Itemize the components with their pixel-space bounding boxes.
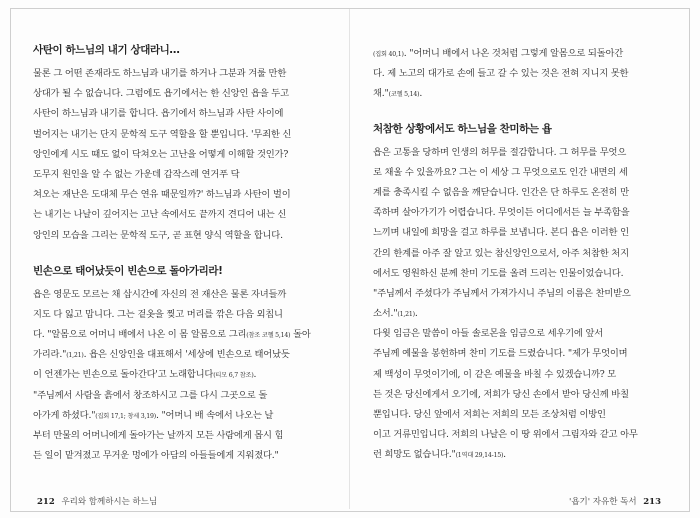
text-line [373,425,666,445]
text-segment: 욥은 고통을 당하며 인생의 허무를 절감합니다. 그 허무를 무엇으 [373,146,627,158]
text-line [373,284,666,304]
text-segment: 로 채울 수 있을까요? 그는 이 세상 그 무엇으로도 인간 내면의 세 [373,166,628,178]
citation: (1,21) [397,311,415,319]
text-segment: 런 희망도 없습니다." [373,449,456,461]
text-segment: 벌어지는 내기는 단지 문학적 도구 역할을 할 뿐입니다. '무죄한 신 [33,128,292,140]
text-line [373,64,666,84]
text-line [33,205,326,225]
text-line [33,185,326,205]
text-line [373,143,666,163]
section-body [373,143,666,325]
running-title: '욥기' 자유한 독서 [568,497,637,507]
text-line [373,344,666,364]
text-line [33,145,326,165]
section-heading: 빈손으로 태어났듯이 빈손으로 돌아가리라! [33,264,223,277]
text-segment: 는 내기는 나날이 깊어지는 고난 속에서도 끝까지 견디어 내는 신 [33,209,287,221]
text-segment: 소서." [373,308,398,320]
text-line [33,345,326,365]
text-line [373,84,666,104]
text-segment: 쳐오는 재난은 도대체 무슨 연유 때문일까?' 하느님과 사탄이 벌이 [33,189,291,201]
text-line [33,386,326,406]
text-segment: "주님께서 사람을 흙에서 창조하시고 그를 다시 그곳으로 돌 [33,389,268,401]
gutter [349,9,350,509]
text-segment: 물론 그 어떤 존재라도 하느님과 내기를 하거나 그분과 겨룰 만한 [33,68,287,79]
text-line [33,125,326,145]
text-line [33,226,326,246]
text-segment: 족하며 살아가기가 어렵습니다. 무엇이든 어디에서든 늘 부족함을 [373,207,630,219]
text-line [373,324,666,344]
text-segment: 가리라." [33,349,67,361]
text-line [33,64,326,84]
text-segment: "주님께서 주셨다가 주님께서 가져가시니 주님의 이름은 찬미받으 [373,287,631,299]
section [33,265,326,467]
text-segment: 든 일이 맡겨졌고 무거운 멍에가 아담의 아들들에게 지워졌다." [33,450,279,462]
text-line [373,244,666,264]
text-segment: . 욥은 신앙인을 대표해서 '세상에 빈손으로 태어났듯 [83,349,290,361]
text-line [373,44,666,64]
text-line [33,305,326,325]
section-body [33,285,326,467]
text-segment: 다. "알몸으로 어머니 배에서 나온 이 몸 알몸으로 그리 [33,329,247,341]
text-segment: 간의 한계를 아주 잘 알고 있는 참신앙인으로서, 아주 처참한 처지 [373,247,629,259]
text-segment: 이 언젠가는 빈손으로 돌아간다'고 노래합니다 [33,369,214,381]
left-page [33,44,326,466]
citation: (집회 40,1) [373,51,404,58]
continued-text [373,44,666,105]
text-line [33,165,326,185]
text-segment: 아가게 하셨다." [33,409,96,421]
section [33,44,326,246]
text-line [373,163,666,183]
section-body [33,64,326,246]
text-segment: 앙인의 모습을 그리는 문학적 도구, 곧 표현 양식 역할을 합니다. [33,229,283,241]
text-segment: 채." [373,88,389,100]
text-segment: 욥은 영문도 모르는 채 삽시간에 자신의 전 재산은 물론 자녀들까 [33,288,287,300]
left-folio [33,495,157,507]
text-segment: 든 것은 당신에게서 오기에, 저희가 당신 손에서 받아 당신께 바칠 [373,388,629,400]
text-segment: 에서도 영원하신 분께 찬미 기도를 올려 드리는 인물이었습니다. [373,267,624,279]
text-segment: 계를 충족시킬 수 없음을 깨닫습니다. 인간은 단 하루도 온전히 만 [373,186,629,198]
text-segment: 제 백성이 무엇이기에, 이 같은 예물을 바칠 수 있겠습니까? 모 [373,368,617,380]
text-line [373,405,666,425]
citation: (티모 6,7 참조) [213,372,254,380]
text-segment: 다윗 임금은 말씀이 아들 솔로몬을 임금으로 세우기에 앞서 [373,328,604,340]
text-line [33,365,326,385]
text-line [33,285,326,305]
text-line [373,223,666,243]
citation: (참조 코헬 5,14) [246,332,291,340]
text-line [33,84,326,104]
text-segment: 상대가 될 수 없습니다. 그럼에도 욥기에서는 한 신앙인 욥을 두고 [33,88,289,100]
text-segment: . "어머니 배 속에서 나오는 날 [155,409,274,421]
text-line [373,385,666,405]
text-segment: . [414,308,418,320]
text-line [373,203,666,223]
section [373,324,666,465]
section [373,123,666,325]
text-line [373,445,666,465]
text-line [373,304,666,324]
citation: (코헬 5,14) [388,91,420,99]
text-segment: 도무지 원인을 알 수 없는 가운데 갑작스레 연거푸 닥 [33,168,240,180]
text-line [33,325,326,345]
section-body [373,324,666,465]
text-segment: . [253,369,257,381]
citation: (집회 17,1; 창세 3,19) [95,412,156,420]
text-line [33,406,326,426]
text-segment: 부터 만물의 어머니에게 돌아가는 날까지 모든 사람에게 몹시 힘 [33,430,284,441]
right-folio [569,495,665,507]
text-segment: 다. 제 노고의 대가로 손에 들고 갈 수 있는 것은 전혀 지니지 못한 [373,68,629,80]
text-line [33,104,326,124]
text-segment: . [419,88,423,100]
text-line [33,426,326,446]
citation: (1,21) [66,352,84,360]
text-segment: 돌아 [290,329,311,341]
text-segment: 주님께 예물을 봉헌하며 찬미 기도를 드렸습니다. "제가 무엇이며 [373,348,628,360]
text-segment: . "어머니 배에서 나온 것처럼 그렇게 알몸으로 되돌아간 [403,48,624,59]
text-segment: 앙인에게 시도 때도 없이 닥쳐오는 고난을 어떻게 이해할 것인가? [33,148,289,160]
running-title: 우리와 함께하시는 하느님 [61,497,158,507]
page-number: 212 [37,497,55,507]
section-heading: 사탄이 하느님의 내기 상대라니… [33,44,180,56]
citation: (1역대 29,14-15) [455,452,504,460]
section-heading: 처참한 상황에서도 하느님을 찬미하는 욥 [373,122,552,135]
text-segment: 이고 거류민입니다. 저희의 나날은 이 땅 위에서 그림자와 같고 아무 [373,429,638,441]
text-line [373,365,666,385]
text-segment: 지도 다 잃고 맙니다. 그는 겉옷을 찢고 머리를 깎은 다음 외칩니 [33,308,283,320]
text-line [373,264,666,284]
text-segment: 사탄이 하느님과 내기를 합니다. 욥기에서 하느님과 사탄 사이에 [33,108,284,120]
page-number: 213 [643,497,661,507]
text-segment: 뿐입니다. 당신 앞에서 저희는 저희의 모든 조상처럼 이방인 [373,409,606,420]
text-segment: . [503,449,506,461]
text-segment: 느끼며 내일에 희망을 걸고 하루를 보냅니다. 본디 욥은 이러한 인 [373,227,629,239]
text-line [33,446,326,466]
text-line [373,183,666,203]
right-page [373,44,666,466]
